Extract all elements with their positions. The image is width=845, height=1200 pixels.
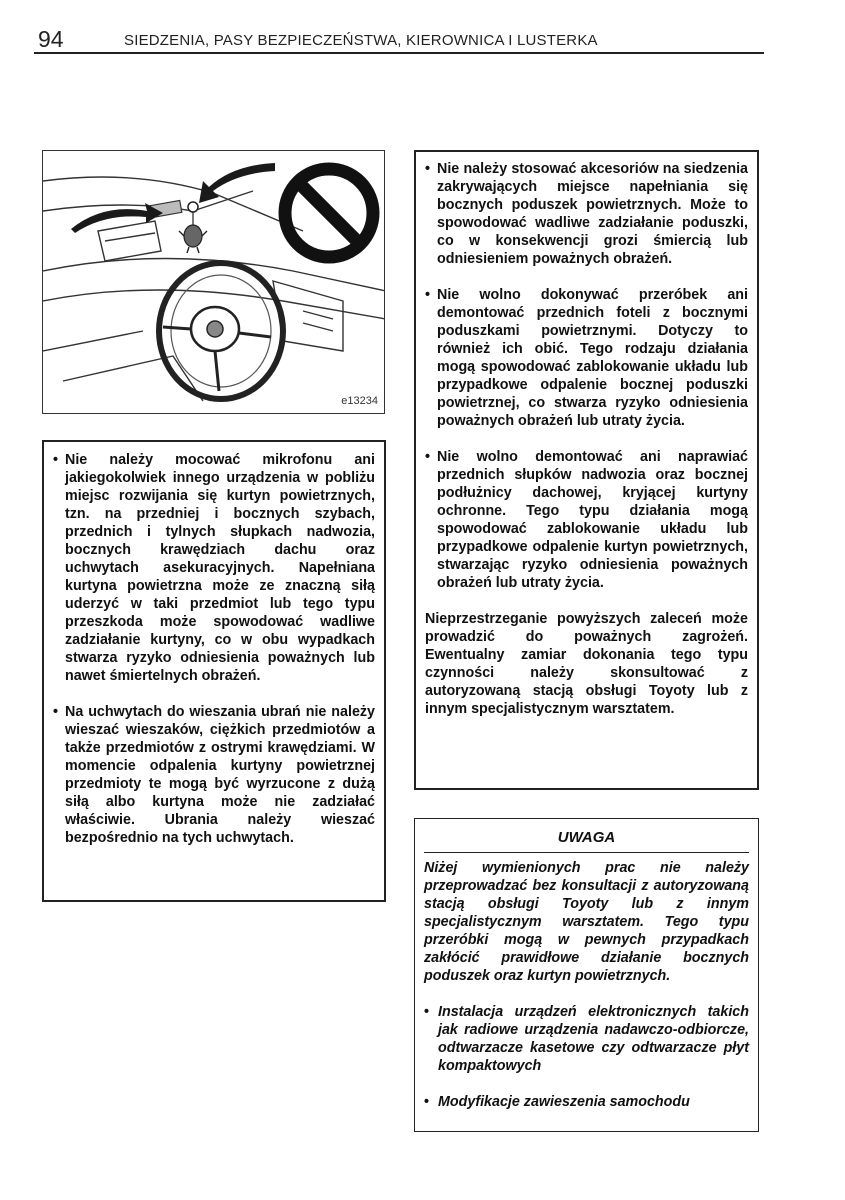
figure-code: e13234 xyxy=(341,395,378,407)
steering-wheel-icon xyxy=(159,263,283,399)
warning-closing-paragraph: Nieprzestrzeganie powyższych zaleceń może prowadzić do poważnych zagrożeń. Ewentualny zamiar dokonania tego typu czynności należy skonsultować z autoryzowaną stacją obsługi Toyoty lub z innym specjalistycznym warsztatem. xyxy=(425,611,748,717)
header-rule xyxy=(34,52,764,54)
note-box xyxy=(414,818,759,1132)
warning-bullet: • Nie wolno demontować ani naprawiać przednich słupków nadwozia oraz bocznej podłużnicy dachowej, kryjącej kurtyny ochronne. Tego typu działania mogą spowodować zablokowanie układu lub przypadkowe odpalenie kurtyn powietrznych, stwarzając ryzyko odniesienia poważnych obrażeń lub utraty życia. xyxy=(425,448,748,592)
note-body: Niżej wymienionych prac nie należy przeprowadzać bez konsultacji z autoryzowaną stacją obsługi Toyoty lub z innym specjalistycznym warsztatem. Tego typu przeróbki mogą w pewnych przypadkach zakłócić prawidłowe działanie bocznych poduszek oraz kurtyn powietrznych. xyxy=(424,860,749,984)
note-title: UWAGA xyxy=(557,829,616,846)
car-interior-illustration xyxy=(43,151,385,414)
page-header xyxy=(34,26,764,54)
warning-bullet: • Nie wolno dokonywać przeróbek ani demontować przednich foteli z bocznymi poduszkami powietrznymi. Dotyczy to również ich obić. Tego rodzaju działania mogą spowodować zablokowanie układu lub przypadkowe odpalenie bocznej poduszki powietrznej, co stwarza ryzyko odniesienia poważnych obrażeń lub utraty życia. xyxy=(425,286,748,430)
page-number: 94 xyxy=(38,26,64,52)
warning-bullet: • Na uchwytach do wieszania ubrań nie należy wieszać wieszaków, ciężkich przedmiotów a także przedmiotów z ostrymi krawędziami. W momencie odpalenia kurtyny powietrznej przedmioty te mogą być wyrzucone z dużą siłą albo kurtyna może nie zadziałać właściwie. Ubrania należy wieszać bezpośrednio na tych uchwytach. xyxy=(53,703,375,847)
note-divider xyxy=(424,852,749,853)
warning-bullet: • Nie należy stosować akcesoriów na siedzenia zakrywających miejsce napełniania się bocznych poduszek powietrznych. Może to spowodować wadliwe zadziałanie poduszki, co w konsekwencji grozi śmiercią lub odniesieniem poważnych obrażeń. xyxy=(425,160,748,268)
note-bullet: • Instalacja urządzeń elektronicznych takich jak radiowe urządzenia nadawczo-odbiorcze, odtwarzacze kasetowe czy odtwarzacze płyt kompaktowych xyxy=(424,1003,749,1075)
note-bullet: • Modyfikacje zawieszenia samochodu xyxy=(424,1093,749,1111)
warning-box-left xyxy=(42,440,386,902)
warning-bullet: • Nie należy mocować mikrofonu ani jakiegokolwiek innego urządzenia w pobliżu miejsc rozwijania się kurtyn powietrznych, tzn. na przedniej i bocznych szybach, przednich i tylnych słupkach nadwozia, bocznych krawędziach dachu oraz uchwytach asekuracyjnych. Napełniana kurtyna powietrzna może ze znaczną siłą uderzyć w taki przedmiot lub tego typu przeszkoda może spowodować wadliwe zadziałanie kurtyny, co w obu wypadkach stwarza ryzyko odniesienia poważnych lub nawet śmiertelnych obrażeń. xyxy=(53,451,375,685)
section-title: SIEDZENIA, PASY BEZPIECZEŃSTWA, KIEROWNICA I LUSTERKA xyxy=(124,32,598,49)
warning-box-right xyxy=(414,150,759,790)
prohibition-icon xyxy=(285,169,373,257)
arrow-icon xyxy=(71,163,275,233)
illustration-figure xyxy=(42,150,385,414)
